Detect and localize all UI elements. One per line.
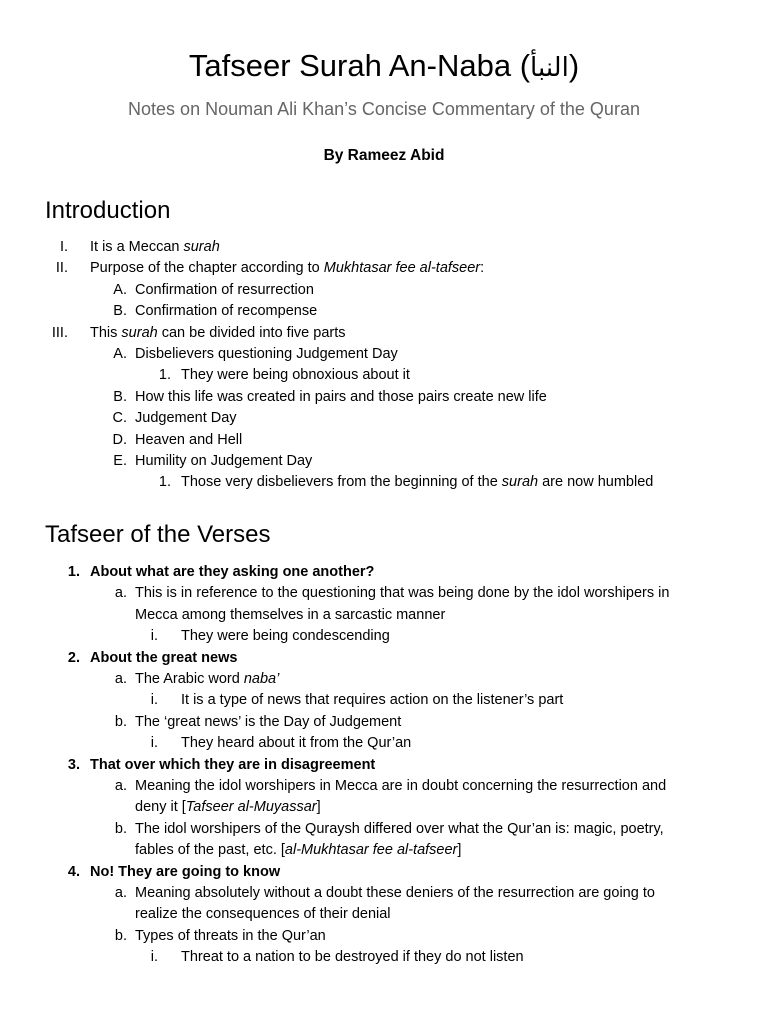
list-marker: 1. — [67, 564, 80, 580]
list-marker: b. — [114, 927, 127, 944]
list-item-text — [135, 451, 312, 471]
list-marker: a. — [114, 585, 127, 602]
text-segment: The idol worshipers of the Quraysh differed over what the Qur’an is: magic, poetry, — [135, 820, 664, 837]
list-marker: a. — [114, 778, 127, 794]
list-item-text — [135, 387, 547, 407]
page-title — [0, 46, 768, 88]
section-heading-verses: Tafseer of the Verses — [45, 521, 271, 548]
list-item-text — [135, 840, 461, 860]
list-marker: I. — [59, 239, 68, 255]
text-segment: can be divided into five parts — [157, 324, 346, 341]
list-item-text — [135, 712, 401, 732]
list-marker: D. — [112, 431, 127, 448]
list-marker: 3. — [67, 756, 80, 773]
text-segment: No! They are going to know — [90, 863, 281, 880]
list-marker: i. — [150, 735, 158, 752]
text-segment: are now humbled — [538, 474, 654, 491]
list-item-text — [135, 280, 314, 300]
list-marker: III. — [51, 324, 68, 341]
text-segment: surah — [183, 239, 220, 255]
list-marker: E. — [113, 453, 127, 469]
list-item-text — [135, 797, 321, 817]
text-segment: Those very disbelievers from the beginning of the — [181, 474, 502, 491]
list-item-text — [135, 819, 664, 839]
list-item-text — [90, 323, 346, 343]
list-item-text — [135, 605, 445, 625]
list-marker: a. — [114, 885, 127, 901]
section-heading-introduction: Introduction — [45, 197, 171, 224]
text-segment: It is a type of news that requires action on the listener’s part — [181, 692, 564, 709]
text-segment: Confirmation of recompense — [135, 303, 318, 320]
list-item-text — [90, 258, 484, 278]
text-segment: About what are they asking one another? — [90, 564, 375, 580]
text-segment: Types of threats in the Qur’an — [135, 927, 326, 944]
list-marker: a. — [114, 671, 127, 687]
text-segment: Tafseer al-Muyassar — [185, 799, 317, 816]
text-segment: : — [480, 260, 485, 277]
text-segment: About the great news — [90, 649, 238, 666]
list-item-text — [181, 472, 653, 492]
text-segment: It is a Meccan — [90, 239, 184, 255]
list-item-text — [135, 669, 279, 689]
list-item-text — [90, 755, 375, 775]
list-item-text — [135, 583, 669, 603]
list-item-text — [135, 904, 391, 924]
list-marker: i. — [150, 628, 158, 645]
list-marker: II. — [55, 260, 68, 277]
text-segment: This — [90, 324, 122, 341]
list-item-text — [90, 648, 237, 668]
text-segment: Threat to a nation to be destroyed if they do not listen — [181, 949, 524, 966]
text-segment: Meaning the idol worshipers in Mecca are in doubt concerning the resurrection and — [135, 778, 667, 794]
text-segment: Humility on Judgement Day — [135, 453, 313, 469]
list-item-text — [135, 408, 237, 428]
list-marker: A. — [113, 281, 127, 298]
text-segment: naba’ — [243, 671, 280, 687]
list-marker: B. — [113, 303, 127, 320]
list-marker: C. — [112, 410, 127, 427]
list-marker: 1. — [158, 474, 171, 491]
text-segment: Judgement Day — [135, 410, 237, 427]
text-segment: Mukhtasar fee al-tafseer — [323, 260, 481, 277]
list-marker: 2. — [67, 649, 80, 666]
text-segment: Meaning absolutely without a doubt these deniers of the resurrection are going to — [135, 885, 655, 901]
list-marker: i. — [150, 949, 158, 966]
text-segment: Heaven and Hell — [135, 431, 243, 448]
text-segment: Confirmation of resurrection — [135, 281, 314, 298]
text-segment: Mecca among themselves in a sarcastic manner — [135, 606, 446, 623]
list-item-text — [135, 344, 398, 364]
text-segment: deny it [ — [135, 799, 186, 816]
text-segment: That over which they are in disagreement — [90, 756, 376, 773]
text-segment: al-Mukhtasar fee al-tafseer — [284, 842, 458, 859]
list-item-text — [135, 301, 317, 321]
list-item-text — [181, 733, 411, 753]
list-item-text — [90, 862, 280, 882]
text-segment: The Arabic word — [135, 671, 244, 687]
list-item-text — [135, 430, 242, 450]
text-segment: How this life was created in pairs and those pairs create new life — [135, 388, 547, 405]
list-item-text — [90, 562, 374, 582]
list-item-text — [135, 776, 666, 796]
text-segment: realize the consequences of their denial — [135, 906, 391, 923]
list-marker: B. — [113, 388, 127, 405]
text-segment: surah — [501, 474, 539, 491]
list-marker: b. — [114, 713, 127, 730]
list-marker: b. — [114, 820, 127, 837]
text-segment: ] — [457, 842, 462, 859]
title-text: Tafseer Surah An-Naba ( — [188, 48, 531, 83]
author-byline: By Rameez Abid — [323, 147, 445, 164]
text-segment: They heard about it from the Qur’an — [181, 735, 412, 752]
list-item-text — [135, 926, 326, 946]
list-item-text — [135, 883, 655, 903]
list-marker: A. — [113, 346, 127, 362]
list-marker: i. — [150, 692, 158, 709]
text-segment: They were being condescending — [181, 628, 390, 645]
list-item-text — [181, 365, 410, 385]
page-subtitle: Notes on Nouman Ali Khan’s Concise Commentary of the Quran — [128, 99, 640, 119]
text-segment: This is in reference to the questioning that was being done by the idol worshipers in — [135, 585, 670, 602]
title-arabic: النبأ — [530, 53, 569, 83]
text-segment: fables of the past, etc. [ — [135, 842, 285, 859]
text-segment: They were being obnoxious about it — [181, 367, 410, 384]
text-segment: Disbelievers questioning Judgement Day — [135, 346, 398, 362]
list-item-text — [90, 237, 220, 257]
list-item-text — [181, 690, 563, 710]
list-marker: 4. — [67, 863, 80, 880]
text-segment: Purpose of the chapter according to — [90, 260, 324, 277]
title-close: ) — [568, 48, 580, 83]
text-segment: surah — [121, 324, 158, 341]
text-segment: The ‘great news’ is the Day of Judgement — [135, 713, 402, 730]
list-marker: 1. — [158, 367, 171, 384]
list-item-text — [181, 947, 524, 967]
list-item-text — [181, 626, 390, 646]
text-segment: ] — [316, 799, 321, 816]
